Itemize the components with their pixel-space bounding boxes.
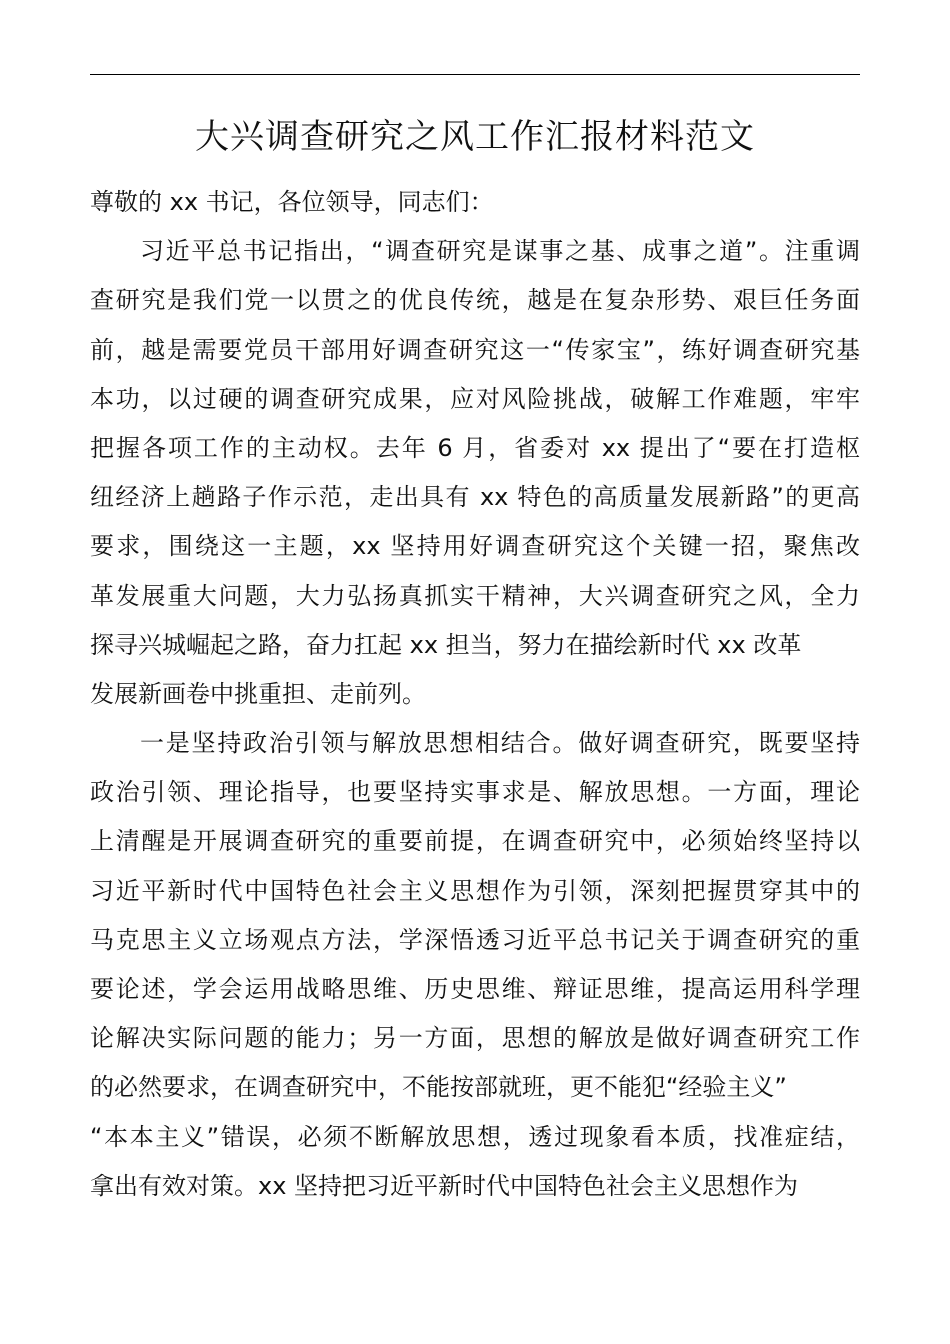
paragraph-line: 要论述，学会运用战略思维、历史思维、辩证思维，提高运用科学理 [90,975,860,1003]
paragraph-line: 马克思主义立场观点方法，学深悟透习近平总书记关于调查研究的重 [90,925,860,954]
paragraph-line: 要求，围绕这一主题，xx 坚持用好调查研究这个关键一招，聚焦改 [90,532,860,561]
paragraph-line: 拿出有效对策。xx 坚持把习近平新时代中国特色社会主义思想作为 [90,1171,799,1200]
paragraph-line: 的必然要求，在调查研究中，不能按部就班，更不能犯“经验主义” [90,1073,787,1102]
salutation: 尊敬的 xx 书记，各位领导，同志们： [90,188,494,216]
paragraph-line: “本本主义”错误，必须不断解放思想，透过现象看本质，找准症结， [90,1122,860,1151]
paragraph-line: 上清醒是开展调查研究的重要前提，在调查研究中，必须始终坚持以 [90,827,860,856]
paragraph-line: 发展新画卷中挑重担、走前列。 [90,679,426,708]
paragraph-line: 一是坚持政治引领与解放思想相结合。做好调查研究，既要坚持 [140,729,860,758]
paragraph-line: 习近平新时代中国特色社会主义思想作为引领，深刻把握贯穿其中的 [90,876,860,905]
paragraph-line: 把握各项工作的主动权。去年 6 月，省委对 xx 提出了“要在打造枢 [90,433,860,462]
paragraph-line: 探寻兴城崛起之路，奋力扛起 xx 担当，努力在描绘新时代 xx 改革 [90,630,802,659]
paragraph-line: 革发展重大问题，大力弘扬真抓实干精神，大兴调查研究之风，全力 [90,581,860,610]
paragraph-line: 本功，以过硬的调查研究成果，应对风险挑战，破解工作难题，牢牢 [90,384,860,413]
paragraph-line: 纽经济上趟路子作示范，走出具有 xx 特色的高质量发展新路”的更高 [90,483,860,512]
header-rule [90,74,860,75]
document-title: 大兴调查研究之风工作汇报材料范文 [195,117,755,157]
paragraph-1 [90,227,860,719]
paragraph-line: 论解决实际问题的能力；另一方面，思想的解放是做好调查研究工作 [90,1024,860,1053]
paragraph-2 [90,719,860,1211]
paragraph-line: 前，越是需要党员干部用好调查研究这一“传家宝”，练好调查研究基 [90,335,860,364]
paragraph-line: 习近平总书记指出，“调查研究是谋事之基、成事之道”。注重调 [140,237,860,266]
paragraph-line: 政治引领、理论指导，也要坚持实事求是、解放思想。一方面，理论 [90,778,860,807]
document-body [90,178,860,1211]
paragraph-line: 查研究是我们党一以贯之的优良传统，越是在复杂形势、艰巨任务面 [90,286,860,315]
